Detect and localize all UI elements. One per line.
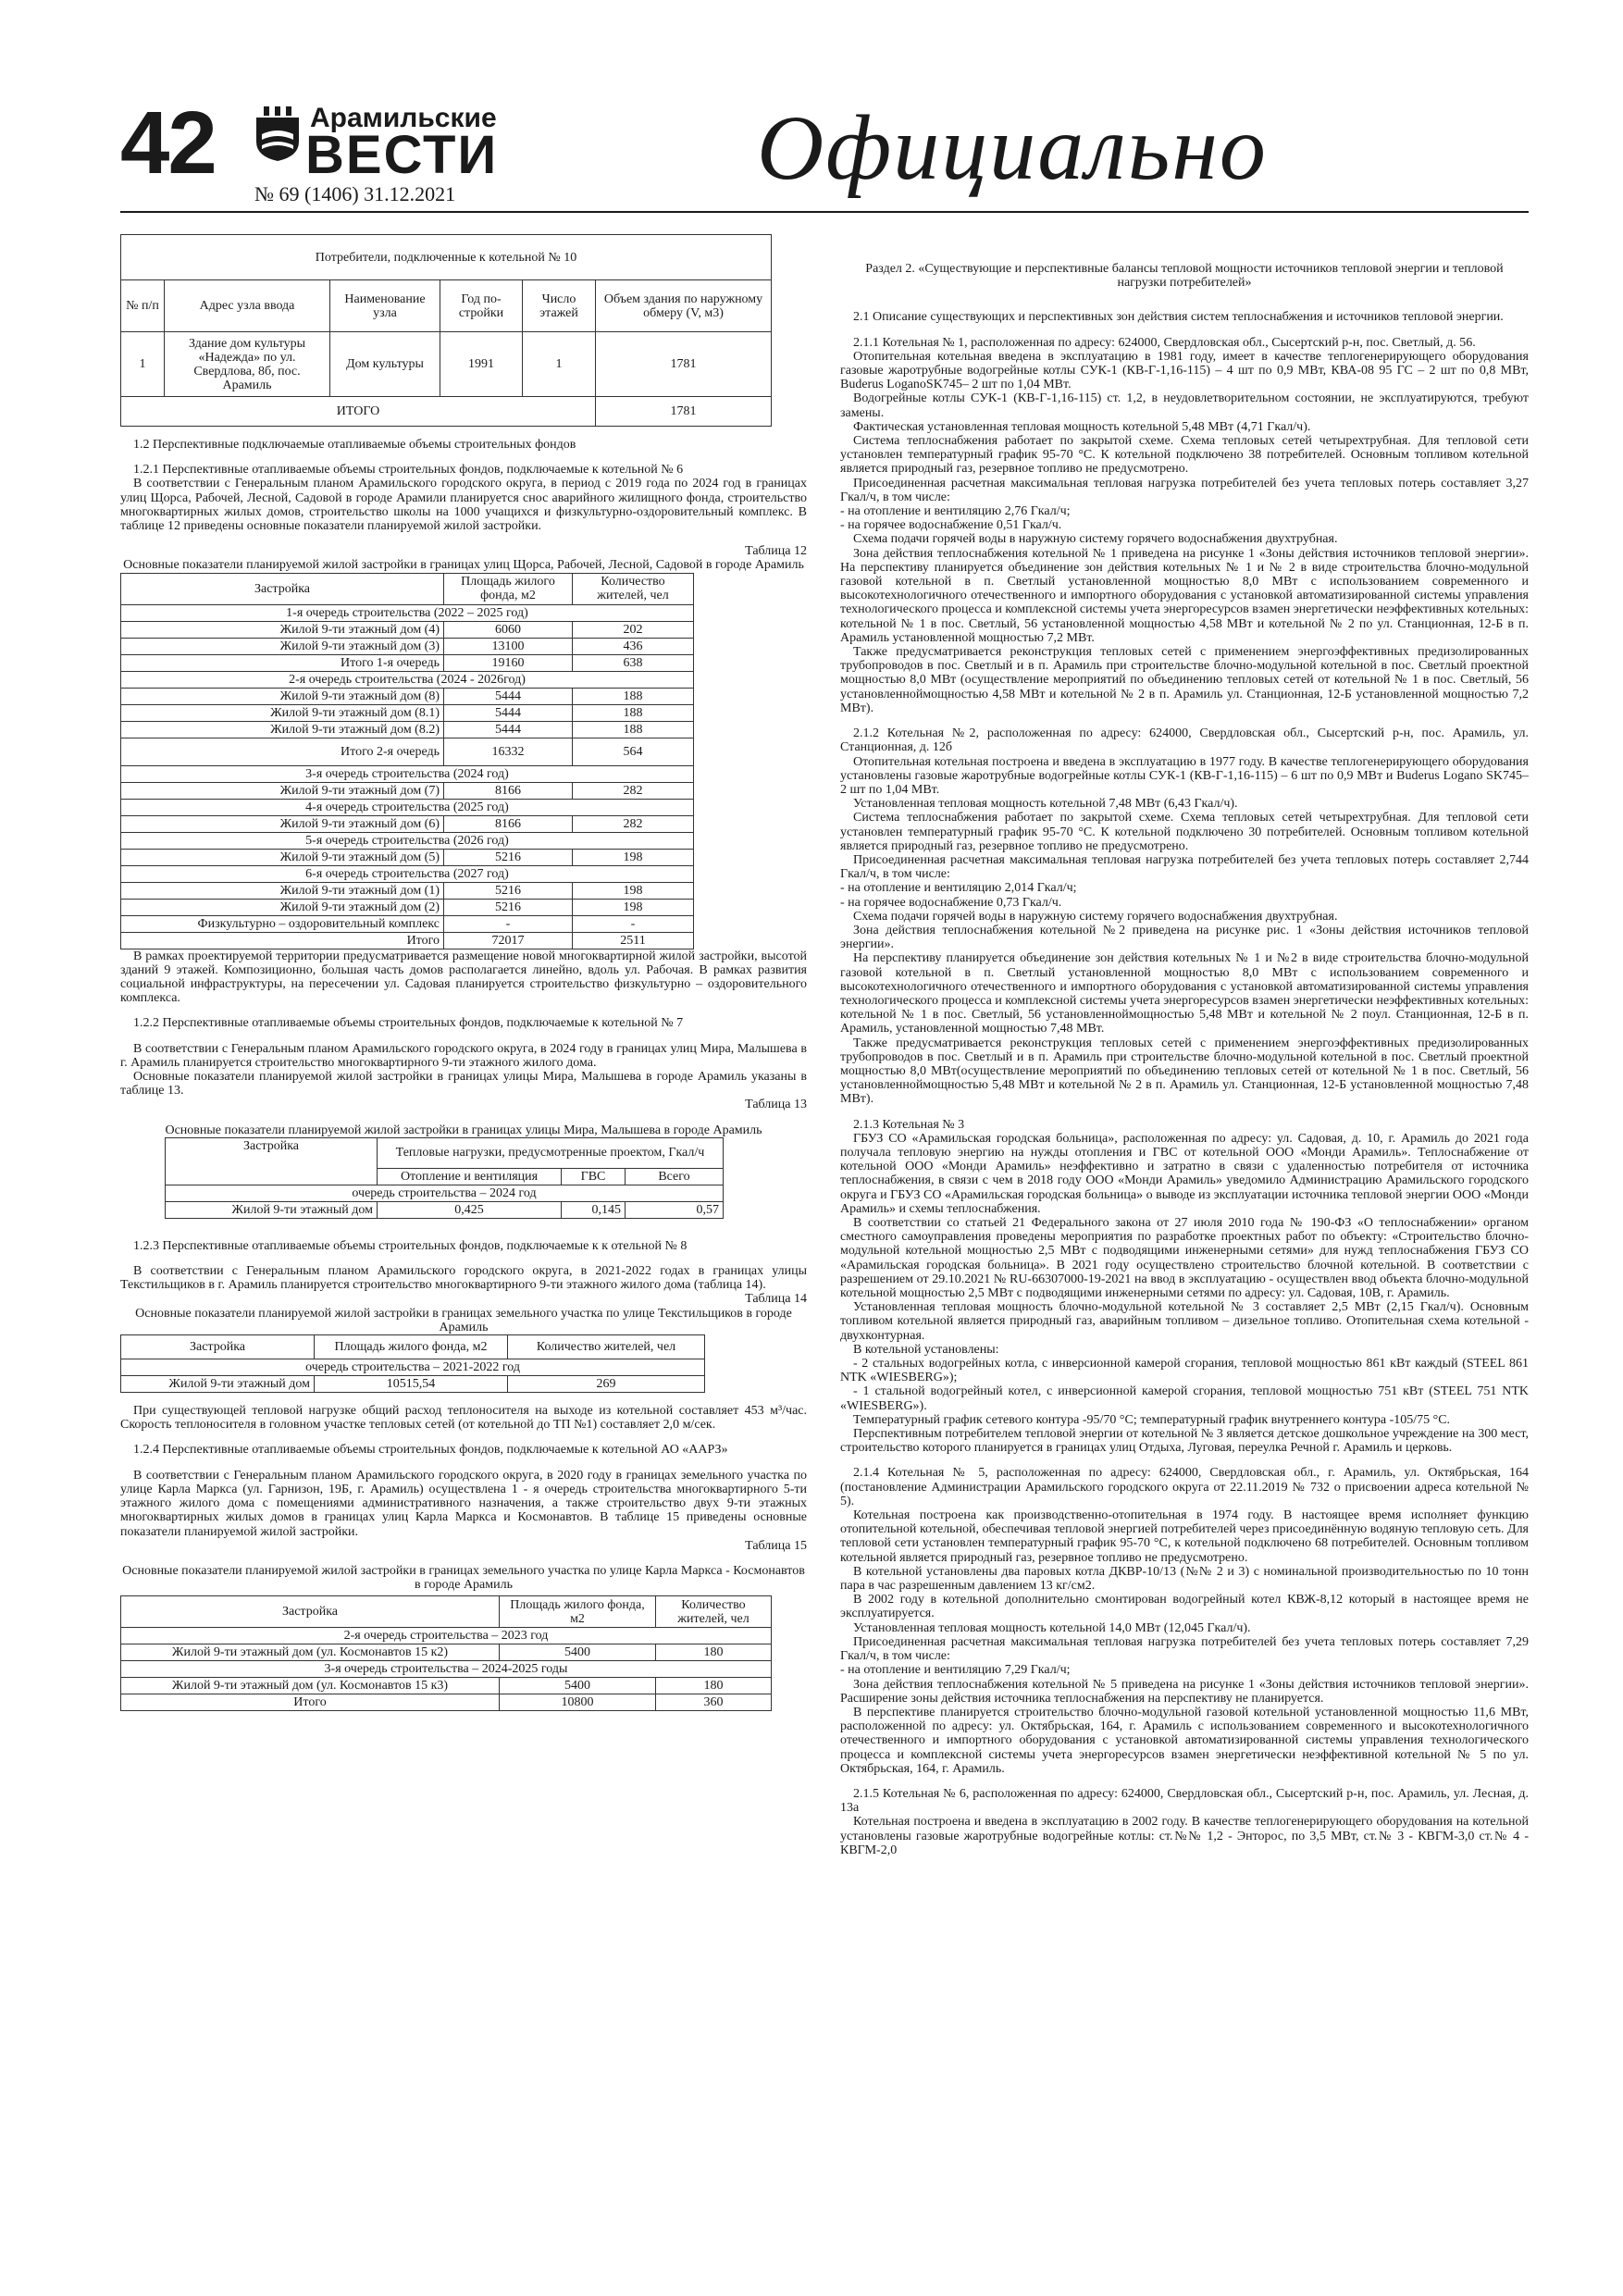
paragraph: Отопительная котельная введена в эксплуатацию в 1981 году, имеет в качестве теплогенерирующего оборудования газовые жаротрубные водогрейные котлы СУК-1 (КВ-Г-1,16-115) – 4 шт по 0,9 МВт, КВА-08 95 ГС – 2 шт по 0,8 МВт, Buderus LoganoSK745– 2 шт по 1,04 МВт. — [840, 349, 1529, 392]
table-cell: 1781 — [596, 397, 772, 427]
table-cell: 198 — [573, 882, 694, 899]
table-row — [121, 932, 694, 949]
table-row — [121, 782, 694, 799]
table-10-header: № п/п — [121, 280, 165, 332]
table-13-header: Застройка — [166, 1137, 378, 1185]
table-caption: Основные показатели планируемой жилой застройки в границах улицы Мира, Малышева в городе Арамиль — [165, 1123, 762, 1137]
table-14-header: Количество жителей, чел — [508, 1335, 705, 1359]
table-10-header: Год по-стройки — [440, 280, 523, 332]
table-row — [121, 721, 694, 738]
table-section-row: 6-я очередь строительства (2027 год) — [121, 865, 694, 882]
table-10-header: Объем здания по наружному обмеру (V, м3) — [596, 280, 772, 332]
table-cell: 8166 — [444, 815, 573, 832]
table-label: Таблица 13 — [745, 1098, 807, 1112]
table-cell: Жилой 9-ти этажный дом (8.1) — [121, 704, 444, 721]
table-14-header: Застройка — [121, 1335, 315, 1359]
paragraph: Система теплоснабжения работает по закрытой схеме. Схема тепловых сетей четырехтрубная. Для тепловой сети установлен температурный график 95-70 °С. К котельной подключено 38 потребителей. Основным топливом котельной является природный газ, резервное топливо не предусмотрено. — [840, 434, 1529, 477]
paragraph: - 1 стальной водогрейный котел, с инверсионной камерой сгорания, тепловой мощностью 751 кВт (STEEL 751 NTK «WIESBERG»). — [840, 1384, 1529, 1413]
table-cell: 1781 — [596, 332, 772, 397]
paragraph: - 2 стальных водогрейных котла, с инверсионной камерой сгорания, тепловой мощностью 861 кВт каждый (STEEL 861 NTK «WIESBERG»); — [840, 1357, 1529, 1385]
table-cell: 5444 — [444, 704, 573, 721]
table-row — [121, 397, 772, 427]
table-row — [121, 688, 694, 704]
paragraph: На перспективу планируется объединение зон действия котельных № 1 и №2 в виде строительства блочно-модульной газовой котельной в п. Светлый установленной мощностью 8,0 МВт с использованием современного и высокотехнологичного отечественного и импортного оборудования с установкой автоматизированной системы управления технологического процесса и комплексной системы учета энергоресурсов взамен энергетически неэффективных котельных: котельной № 1 в пос. Светлый, 56 установленноймощностью 5,48 МВт и котельной № 2 поул. Станционная, 12-Б в п. Арамиль, установленной мощностью 7,48 МВт. — [840, 951, 1529, 1036]
table-section-row: 2-я очередь строительства (2024 - 2026год) — [121, 671, 694, 688]
paragraph: В соответствии с Генеральным планом Арамильского городского округа, в 2024 году в границах улиц Мира, Малышева в г. Арамиль планируется строительство многоквартирного 9-ти этажного жилого дома. — [120, 1041, 807, 1070]
table-cell: Жилой 9-ти этажный дом (1) — [121, 882, 444, 899]
paragraph: Зона действия теплоснабжения котельной №2 приведена на рисунке рис. 1 «Зоны действия источников тепловой энергии». — [840, 923, 1529, 952]
table-10-header: Адрес узла ввода — [165, 280, 330, 332]
table-cell: Жилой 9-ти этажный дом (2) — [121, 899, 444, 915]
table-cell: 13100 — [444, 638, 573, 654]
table-row — [121, 621, 694, 638]
paragraph: В перспективе планируется строительство блочно-модульной газовой котельной установленной мощностью 11,6 МВт, расположенной по адресу: ул. Октябрьская, 164, г. Арамиль с использованием современного и высокотехнологичного отечественного и импортного оборудования с установкой автоматизированной системы управления технологического процесса и комплексной системы учета энергоресурсов взамен энергетически неэффективной котельной № 5 по ул. Октябрьская, 164, г. Арамиль. — [840, 1705, 1529, 1776]
paragraph: В соответствии с Генеральным планом Арамильского городского округа, в период с 2019 года по 2024 год в границах улиц Щорса, Рабочей, Лесной, Садовой в городе Арамили планируется снос аварийного жилищного фонда, строительство многоквартирных жилых домов, строительство школы на 1000 учащихся и физкультурно-оздоровительный комплекс. В таблице 12 приведены основные показатели планируемой жилой застройки. — [120, 477, 807, 534]
table-section-row: 5-я очередь строительства (2026 год) — [121, 832, 694, 849]
paragraph: Система теплоснабжения работает по закрытой схеме. Схема тепловых сетей четырехтрубная. Для тепловой сети установлен температурный график 95-70 °С. К котельной подключено 30 потребителей. Основным топливом котельной является природный газ, резервное топливо не предусмотрено. — [840, 811, 1529, 853]
paragraph: - на горячее водоснабжение 0,73 Гкал/ч. — [840, 895, 1062, 910]
paragraph: Установленная тепловая мощность блочно-модульной котельной № 3 составляет 2,5 МВт (2,15 Гкал/ч). Основным топливом котельной является природный газ, аварийным топливом – дизельное топливо. Отопительная схема котельной - двухконтурная. — [840, 1300, 1529, 1343]
table-caption: Основные показатели планируемой жилой застройки в границах земельного участка по улице Текстильщиков в городе Арамиль — [135, 1306, 792, 1334]
table-cell: 0,425 — [378, 1201, 562, 1218]
table-cell: 10800 — [500, 1694, 656, 1711]
table-15-header: Застройка — [121, 1596, 500, 1628]
paragraph: Схема подачи горячей воды в наружную систему горячего водоснабжения двухтрубная. — [853, 532, 1338, 547]
paragraph: 2.1.2 Котельная №2, расположенная по адресу: 624000, Свердловская обл., Сысертский р-н, пос. Арамиль, ул. Станционная, д. 12б — [840, 726, 1529, 755]
table-cell: Здание дом культуры «Надежда» по ул. Свердлова, 8б, пос. Арамиль — [165, 332, 330, 397]
table-cell: 198 — [573, 899, 694, 915]
table-cell: 198 — [573, 849, 694, 865]
table-row — [166, 1201, 724, 1218]
paragraph: Отопительная котельная построена и введена в эксплуатацию в 1977 году. В качестве теплогенерирующего оборудования установлены газовые жаротрубные водогрейные котлы СУК-1 (КВ-Г-1,16-115) – 6 шт по 0,9 МВт и Buderus Logano SK745– 2 шт по 1,04 МВт. — [840, 754, 1529, 797]
table-cell: 180 — [656, 1644, 772, 1661]
table-label: Таблица 15 — [745, 1538, 807, 1553]
table-13-header: Тепловые нагрузки, предусмотренные проектом, Гкал/ч — [378, 1137, 724, 1168]
table-12-header: Количество жителей, чел — [573, 573, 694, 604]
table-section-row: 2-я очередь строительства – 2023 год — [121, 1628, 772, 1644]
table-cell: Итого — [121, 1694, 500, 1711]
table-cell: - — [573, 915, 694, 932]
issue-info: № 69 (1406) 31.12.2021 — [254, 182, 456, 205]
paragraph: Температурный график сетевого контура -95/70 °С; температурный график внутреннего контура -105/75 °С. — [853, 1412, 1451, 1427]
paragraph: Водогрейные котлы СУК-1 (КВ-Г-1,16-115) ст. 1,2, в неудовлетворительном состоянии, не эксплуатируются, требуют замены. — [840, 391, 1529, 420]
paragraph: Зона действия теплоснабжения котельной № 1 приведена на рисунке 1 «Зоны действия источников тепловой энергии». На перспективу планируется объединение зон действия котельных № 1 и № 2 в виде строительства блочно-модульной газовой котельной в п. Светлый установленной мощностью 8,0 МВт с использованием современного и высокотехнологичного отечественного и импортного оборудования с установкой автоматизированной системы управления технологического процесса и комплексной системы учета энергоресурсов взамен энергетически неэффективных котельных: котельной № 1 в пос. Светлый, 56 установленной мощностью 4,58 МВт и котельной № 2 по ул. Станционная, 12-Б в п. Арамиль установленной мощностью 7,2 МВт. — [840, 546, 1529, 645]
table-cell: Итого 2-я очередь — [121, 738, 444, 765]
table-cell: Итого 1-я очередь — [121, 654, 444, 671]
table-row — [121, 638, 694, 654]
table-row — [121, 899, 694, 915]
paragraph: Перспективным потребителем тепловой энергии от котельной № 3 является детское дошкольное учреждение на 300 мест, строительство которого планируется в границах улиц Отдыха, Луговая, переулка Речной г. Арамиль и церковь. — [840, 1427, 1529, 1456]
paragraph: Котельная построена как производственно-отопительная в 1974 году. В настоящее время исполняет функцию отопительной котельной, обеспечивая тепловой энергией потребителей через присоединённую водяную тепловую сеть. Для тепловой сети установлен температурный график 95-70 °С, к котельной подключено 68 потребителей. Основным топливом котельной является природный газ, резервное топливо не предусмотрено. — [840, 1508, 1529, 1565]
table-section-row: очередь строительства – 2021-2022 год — [121, 1359, 705, 1376]
header-rule — [120, 211, 1529, 213]
paragraph: Схема подачи горячей воды в наружную систему горячего водоснабжения двухтрубная. — [853, 909, 1338, 924]
table-cell: 188 — [573, 704, 694, 721]
brand-name: ВЕСТИ — [305, 125, 499, 185]
table-row — [121, 1678, 772, 1694]
paragraph: Установленная тепловая мощность котельной 7,48 МВт (6,43 Гкал/ч). — [853, 797, 1238, 812]
table-cell: 0,145 — [562, 1201, 626, 1218]
table-cell: 2511 — [573, 932, 694, 949]
table-row — [121, 815, 694, 832]
table-cell: 282 — [573, 782, 694, 799]
table-cell: 269 — [508, 1376, 705, 1393]
table-row — [121, 849, 694, 865]
table-cell: Жилой 9-ти этажный дом — [166, 1201, 378, 1218]
table-12-header: Застройка — [121, 573, 444, 604]
section-title: Официально — [757, 96, 1268, 199]
paragraph: 2.1.3 Котельная № 3 — [853, 1117, 965, 1132]
table-label: Таблица 14 — [745, 1292, 807, 1307]
table-cell: ИТОГО — [121, 397, 596, 427]
paragraph: В соответствии с Генеральным планом Арамильского городского округа, в 2021-2022 годах в границах улицы Текстильщиков в г. Арамиль планируется строительство многоквартирного 9-ти этажного жилого дома (таблица 14). — [120, 1264, 807, 1293]
table-cell: 188 — [573, 721, 694, 738]
paragraph: В соответствии со статьей 21 Федерального закона от 27 июля 2010 года № 190-ФЗ «О теплоснабжении» органом сместного самоуправления проведены мероприятия по разработке проектных работ по объекту: «Строительство блочно-модульной котельной мощностью 2,5 МВт с подводящими инженерными сетями» для нужд теплоснабжения ГБУЗ СО «Арамильская городская больница». В 2021 году осуществлено строительство блочной котельной. В соответствии с разрешением от 29.10.2021 № RU-66307000-19-2021 на ввод в эксплуатацию - осуществлен ввод объекта блочно-модульной котельной мощностью 2,5 МВт с подводящими инженерными сетями по адресу: ул. Садовая, 10В, г. Арамиль. — [840, 1216, 1529, 1301]
paragraph: При существующей тепловой нагрузке общий расход теплоносителя на выходе из котельной составляет 453 м³/час. Скорость теплоносителя в головном участке тепловых сетей (от котельной до ТП №1) составляет 2,0 м/сек. — [120, 1404, 807, 1433]
table-section-row: 3-я очередь строительства – 2024-2025 годы — [121, 1661, 772, 1678]
table-cell: 16332 — [444, 738, 573, 765]
newspaper-emblem-icon — [254, 106, 301, 162]
table-cell: Жилой 9-ти этажный дом — [121, 1376, 315, 1393]
paragraph: 1.2.2 Перспективные отапливаемые объемы строительных фондов, подключаемые к котельной № 7 — [133, 1016, 684, 1031]
table-cell: 8166 — [444, 782, 573, 799]
paragraph: В рамках проектируемой территории предусматривается размещение новой многоквартирной жилой застройки, высотой зданий 9 этажей. Композиционно, большая часть домов располагается линейно, вдоль ул. Рабочая. В рамках развития социальной инфраструктуры, на пересечении ул. Садовая планируется строительство физкультурно – оздоровительного комплекса. — [120, 949, 807, 1006]
table-cell: 436 — [573, 638, 694, 654]
table-13 — [165, 1137, 724, 1219]
page-header — [120, 93, 1529, 213]
table-cell: Жилой 9-ти этажный дом (4) — [121, 621, 444, 638]
page-number: 42 — [120, 93, 216, 192]
paragraph: В котельной установлены: — [853, 1342, 999, 1357]
paragraph: 2.1.5 Котельная № 6, расположенная по адресу: 624000, Свердловская обл., Сысертский р-н, пос. Арамиль, ул. Лесная, д. 13а — [840, 1786, 1529, 1816]
table-cell: 0,57 — [626, 1201, 724, 1218]
table-cell: 5216 — [444, 899, 573, 915]
table-12 — [120, 573, 694, 949]
table-cell: Жилой 9-ти этажный дом (ул. Космонавтов 15 к2) — [121, 1644, 500, 1661]
table-row — [121, 332, 772, 397]
table-cell: Жилой 9-ти этажный дом (5) — [121, 849, 444, 865]
table-cell: - — [444, 915, 573, 932]
paragraph: В 2002 году в котельной дополнительно смонтирован водогрейный котел КВЖ-8,12 который в настоящее время не эксплуатируется. — [840, 1593, 1529, 1621]
table-row — [121, 654, 694, 671]
table-cell: 5400 — [500, 1678, 656, 1694]
table-cell: Жилой 9-ти этажный дом (6) — [121, 815, 444, 832]
table-cell: 360 — [656, 1694, 772, 1711]
table-section-row: 4-я очередь строительства (2025 год) — [121, 799, 694, 815]
table-section-row: 3-я очередь строительства (2024 год) — [121, 765, 694, 782]
paragraph: 1.2 Перспективные подключаемые отапливаемые объемы строительных фондов — [133, 438, 576, 452]
paragraph: - на отопление и вентиляцию 7,29 Гкал/ч; — [840, 1663, 1071, 1678]
table-cell: 188 — [573, 688, 694, 704]
table-cell: 564 — [573, 738, 694, 765]
table-15 — [120, 1595, 772, 1711]
table-row — [121, 704, 694, 721]
paragraph: Зона действия теплоснабжения котельной № 5 приведена на рисунке 1 «Зоны действия источников тепловой энергии». Расширение зоны действия источника теплоснабжения на перспективу не планируется. — [840, 1677, 1529, 1706]
table-row — [121, 738, 694, 765]
paragraph: 1.2.1 Перспективные отапливаемые объемы строительных фондов, подключаемые к котельной № 6 — [133, 463, 684, 478]
table-cell: Дом культуры — [330, 332, 440, 397]
paragraph: В соответствии с Генеральным планом Арамильского городского округа, в 2020 году в границах земельного участка по улице Карла Маркса (ул. Гарнизон, 19Б, г. Арамиль) осуществлена 1 - я очередь строительства многоквартирного 5-ти этажного жилого дома с помещениями административного назначения, а также строительство двух 9-ти этажных многоквартирных жилых домов в границах улиц Карла Маркса и Космонавтов. В таблице 15 приведены основные показатели планируемой жилой застройки. — [120, 1468, 807, 1539]
paragraph: Фактическая установленная тепловая мощность котельной 5,48 МВт (4,71 Гкал/ч). — [853, 419, 1311, 434]
right-column — [840, 262, 1529, 1857]
brand-top-line: Арамильские — [310, 103, 497, 133]
table-13-header: ГВС — [562, 1168, 626, 1185]
paragraph: 1.2.3 Перспективные отапливаемые объемы строительных фондов, подключаемые к к отельной № 8 — [133, 1238, 688, 1253]
table-13-header: Отопление и вентиляция — [378, 1168, 562, 1185]
table-cell: Жилой 9-ти этажный дом (3) — [121, 638, 444, 654]
paragraph: 2.1.4 Котельная № 5, расположенная по адресу: 624000, Свердловская обл., г. Арамиль, ул. Октябрьская, 164 (постановление Администрации Арамильского городского округа от 22.11.2019 № 732 о присвоении адреса котельной № 5). — [840, 1466, 1529, 1508]
table-14-header: Площадь жилого фонда, м2 — [315, 1335, 508, 1359]
table-cell: Жилой 9-ти этажный дом (ул. Космонавтов 15 к3) — [121, 1678, 500, 1694]
table-15-header: Площадь жилого фонда, м2 — [500, 1596, 656, 1628]
table-cell: 5400 — [500, 1644, 656, 1661]
paragraph: ГБУЗ СО «Арамильская городская больница», расположенная по адресу: ул. Садовая, д. 10, г. Арамиль до 2021 года получала тепловую энергию на нужды отопления и ГВС от котельной ООО «Монди Арамиль». Теплоснабжение от котельной ООО «Монди Арамиль» неэффективно и затратно в связи с удаленностью потребителя от источника теплоснабжения, в связи с чем в 2018 году ООО «Монди Арамиль» уведомило Администрацию Арамильского городского округа и ГБУЗ СО «Арамильская городская больница» о выводе из эксплуатации источника тепловой энергии ООО «Монди Арамиль» и схемы теплоснабжения. — [840, 1131, 1529, 1216]
paragraph: Присоединенная расчетная максимальная тепловая нагрузка потребителей без учета тепловых потерь составляет 7,29 Гкал/ч, в том числе: — [840, 1634, 1529, 1664]
table-cell: 5444 — [444, 721, 573, 738]
table-cell: 5216 — [444, 849, 573, 865]
paragraph: Котельная построена и введена в эксплуатацию в 2002 году. В качестве теплогенерирующего оборудования на котельной установлены газовые жаротрубные водогрейные котлы: ст.№№ 1,2 - Энторос, по 3,5 МВт, ст.№ 3 - КВГМ-3,0 ст.№ 4 - КВГМ-2,0 — [840, 1815, 1529, 1857]
paragraph: Присоединенная расчетная максимальная тепловая нагрузка потребителей без учета тепловых потерь составляет 3,27 Гкал/ч, в том числе: — [840, 476, 1529, 504]
table-row — [121, 882, 694, 899]
table-cell: Итого — [121, 932, 444, 949]
table-cell: 282 — [573, 815, 694, 832]
table-10-header: Наименование узла — [330, 280, 440, 332]
table-10 — [120, 234, 772, 427]
table-cell: Жилой 9-ти этажный дом (7) — [121, 782, 444, 799]
table-10-title: Потребители, подключенные к котельной № 10 — [121, 235, 772, 280]
table-section-row: 1-я очередь строительства (2022 – 2025 год) — [121, 604, 694, 621]
paragraph: - на отопление и вентиляцию 2,014 Гкал/ч; — [840, 881, 1077, 896]
table-13-header: Всего — [626, 1168, 724, 1185]
table-12-header: Площадь жилого фонда, м2 — [444, 573, 573, 604]
paragraph: 1.2.4 Перспективные отапливаемые объемы строительных фондов, подключаемые к котельной АО «ААРЗ» — [133, 1443, 728, 1458]
table-row — [121, 915, 694, 932]
paragraph: - на горячее водоснабжение 0,51 Гкал/ч. — [840, 518, 1062, 533]
table-caption: Основные показатели планируемой жилой застройки в границах улиц Щорса, Рабочей, Лесной, Садовой в городе Арамиль — [123, 558, 804, 573]
paragraph: 2.1 Описание существующих и перспективных зон действия систем теплоснабжения и источников тепловой энергии. — [853, 310, 1504, 325]
table-cell: 202 — [573, 621, 694, 638]
paragraph: 2.1.1 Котельная № 1, расположенная по адресу: 624000, Свердловская обл., Сысертский р-н, пос. Светлый, д. 56. — [853, 335, 1476, 350]
left-column — [120, 234, 807, 1711]
table-section-row: очередь строительства – 2024 год — [166, 1185, 724, 1201]
paragraph: Также предусматривается реконструкция тепловых сетей с применением энергоэффективных предизолированных трубопроводов в пос. Светлый и в п. Арамиль при строительстве блочно-модульной котельной в пос. Светлый проектной мощностью 8,0 МВт (осуществление мероприятий по объединению тепловых сетей от котельной № 1 в пос. Светлый, 56 установленноймощностью 4,58 МВт и котельной № 2 в п. Арамиль ул. Станционная, 12-Б установленной мощностью 7,2 МВт). — [840, 645, 1529, 715]
table-10-header: Число этажей — [523, 280, 596, 332]
paragraph: - на отопление и вентиляцию 2,76 Гкал/ч; — [840, 504, 1071, 519]
table-label: Таблица 12 — [745, 544, 807, 559]
table-cell: 72017 — [444, 932, 573, 949]
table-cell: 1 — [523, 332, 596, 397]
table-row — [121, 1376, 705, 1393]
table-row — [121, 1694, 772, 1711]
table-caption: Основные показатели планируемой жилой застройки в границах земельного участка по улице Карла Маркса - Космонавтов в городе Арамиль — [122, 1563, 805, 1593]
table-cell: 10515,54 — [315, 1376, 508, 1393]
table-cell: Жилой 9-ти этажный дом (8.2) — [121, 721, 444, 738]
table-cell: 1991 — [440, 332, 523, 397]
table-cell: Физкультурно – оздоровительный комплекс — [121, 915, 444, 932]
table-15-header: Количество жителей, чел — [656, 1596, 772, 1628]
paragraph: В котельной установлены два паровых котла ДКВР-10/13 (№№ 2 и 3) с номинальной производительностью по 10 тонн пара в час разрешенным давлением 13 кг/см2. — [840, 1564, 1529, 1594]
table-cell: 638 — [573, 654, 694, 671]
paragraph: Также предусматривается реконструкция тепловых сетей с применением энергоэффективных предизолированных трубопроводов в пос. Светлый и в п. Арамиль при строительстве блочно-модульной котельной в пос. Светлый проектной мощностью 8,0 МВт(осуществление мероприятий по объединению тепловых сетей от котельной № 1 в пос. Светлый, 56 установленноймощностью 5,48 МВт и котельной № 2 в п. Арамиль ул. Станционная, 12-Б установленной мощностью 7,48 МВт). — [840, 1036, 1529, 1107]
table-14 — [120, 1334, 705, 1393]
table-cell: Жилой 9-ти этажный дом (8) — [121, 688, 444, 704]
table-cell: 5444 — [444, 688, 573, 704]
paragraph: Присоединенная расчетная максимальная тепловая нагрузка потребителей без учета тепловых потерь составляет 2,744 Гкал/ч, в том числе: — [840, 852, 1529, 882]
table-cell: 6060 — [444, 621, 573, 638]
table-row — [121, 1644, 772, 1661]
section-heading: Раздел 2. «Существующие и перспективные балансы тепловой мощности источников тепловой энергии и тепловой нагрузки потребителей» — [865, 262, 1504, 291]
table-cell: 19160 — [444, 654, 573, 671]
paragraph: Основные показатели планируемой жилой застройки в границах улицы Мира, Малышева в городе Арамиль указаны в таблице 13. — [120, 1070, 807, 1098]
table-cell: 1 — [121, 332, 165, 397]
table-cell: 5216 — [444, 882, 573, 899]
table-cell: 180 — [656, 1678, 772, 1694]
paragraph: Установленная тепловая мощность котельной 14,0 МВт (12,045 Гкал/ч). — [853, 1620, 1251, 1635]
